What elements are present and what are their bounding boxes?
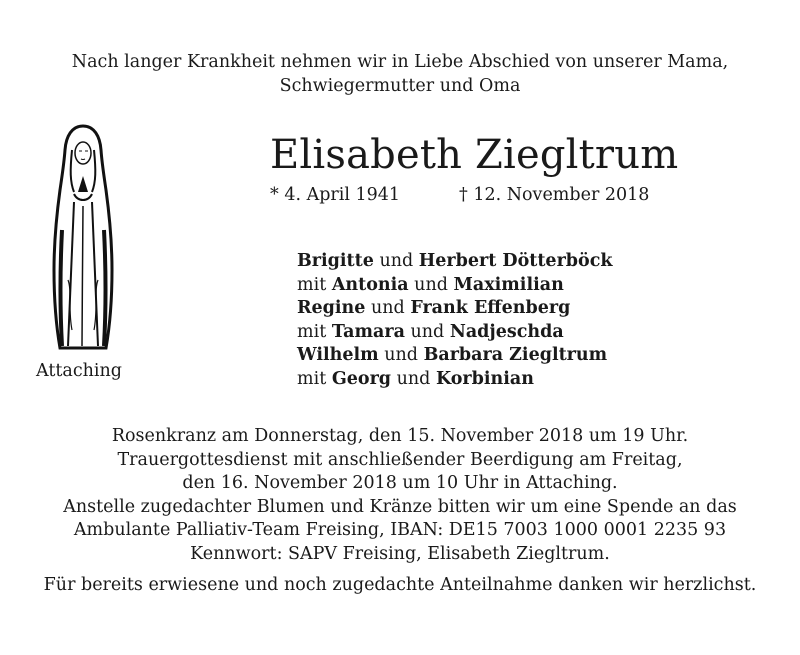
family-prefix: mit [297,321,327,342]
family-name-a: Wilhelm [297,345,379,365]
deceased-name: Elisabeth Ziegltrum [270,132,679,178]
donation-line: Ambulante Palliativ-Team Freising, IBAN: DE15 7003 1000 0001 2235 93 [73,520,727,540]
family-name-b: Maximilian [453,274,564,295]
services-line: den 16. November 2018 um 10 Uhr in Attaching. [182,473,618,493]
thanks-text: Für bereits erwiesene und noch zugedachte Anteilnahme danken wir herzlichst. [43,575,757,595]
death-date: † 12. November 2018 [459,185,650,205]
family-name-b: Barbara Ziegltrum [423,345,608,365]
family-name-a: Tamara [331,321,405,342]
family-name-b: Frank Effenberg [410,298,571,318]
family-name-b: Herbert Dötterböck [418,251,613,271]
family-line [297,297,612,321]
family-list [297,250,612,391]
intro-line-1: Nach langer Krankheit nehmen wir in Liebe Abschied von unserer Mama, [71,52,729,72]
services-line: Trauergottesdienst mit anschließender Beerdigung am Freitag, [117,449,683,470]
family-name-a: Antonia [331,274,409,295]
family-line [297,250,612,274]
family-name-a: Brigitte [297,251,374,271]
family-line [297,368,612,392]
family-and: und [410,321,445,342]
family-name-b: Nadjeschda [449,321,564,342]
family-line [297,321,612,345]
place-name: Attaching [36,361,122,381]
praying-madonna-icon [48,120,118,350]
donation-line: Anstelle zugedachter Blumen und Kränze bitten wir um eine Spende an das [63,496,737,517]
family-name-a: Georg [331,368,392,389]
family-and: und [396,368,431,389]
family-prefix: mit [297,274,327,295]
services-line: Rosenkranz am Donnerstag, den 15. November 2018 um 19 Uhr. [111,426,689,446]
family-and: und [379,251,414,271]
family-name-b: Korbinian [435,368,534,389]
family-prefix: mit [297,368,327,389]
family-line [297,274,612,298]
family-name-a: Regine [297,298,366,318]
family-and: und [414,274,448,295]
family-and: und [384,345,418,365]
intro-text [0,50,800,98]
services-info [0,425,800,566]
donation-line: Kennwort: SAPV Freising, Elisabeth Ziegltrum. [190,543,610,564]
intro-line-2: Schwiegermutter und Oma [279,76,521,96]
birth-date: * 4. April 1941 [270,185,401,205]
family-and: und [371,298,405,318]
family-line [297,344,612,368]
